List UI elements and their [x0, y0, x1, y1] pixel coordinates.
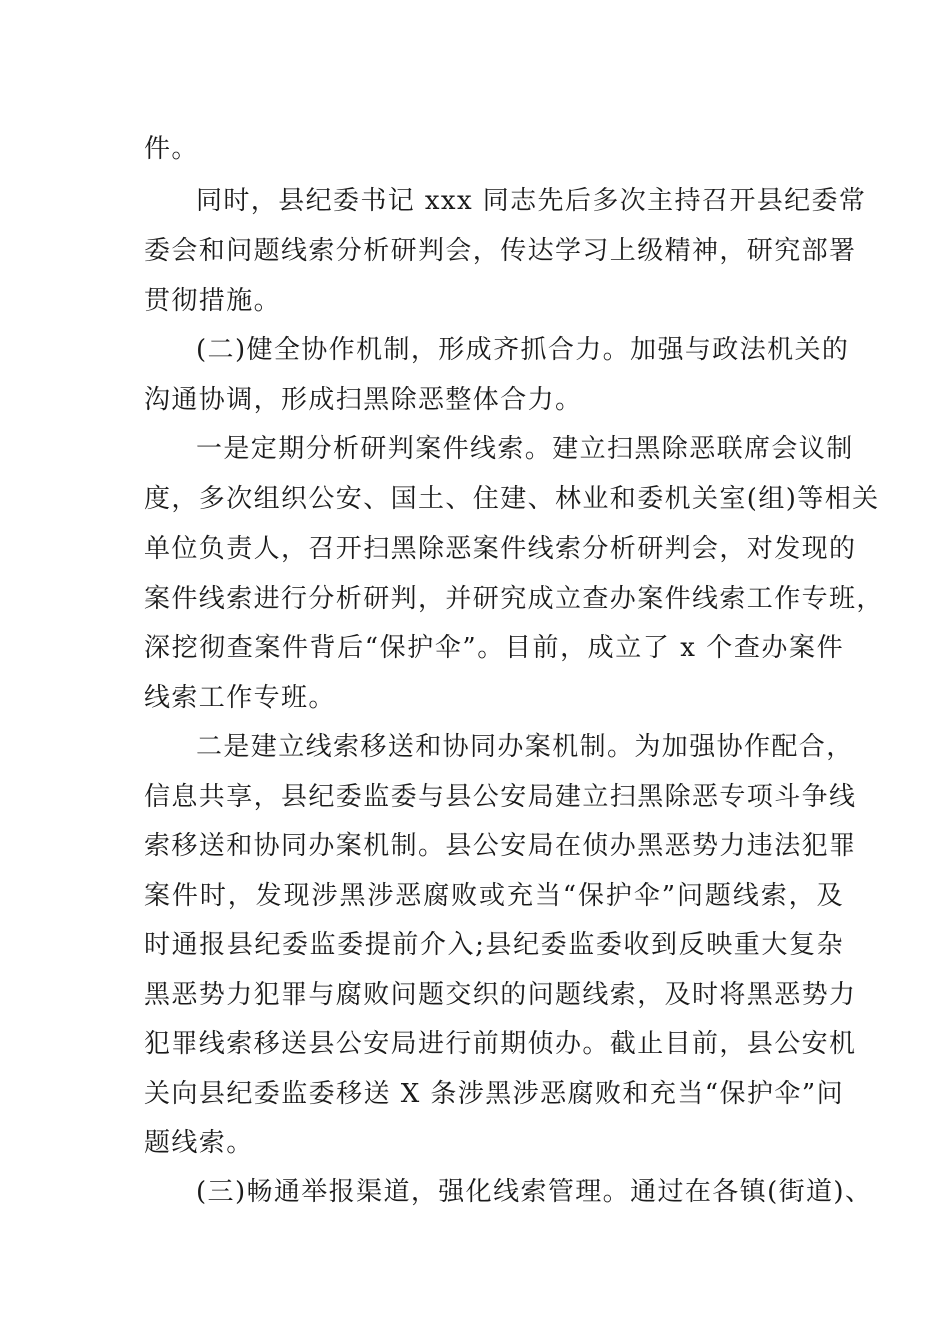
text-line: (二)健全协作机制，形成齐抓合力。加强与政法机关的 — [196, 335, 850, 365]
text-line: (三)畅通举报渠道，强化线索管理。通过在各镇(街道)、 — [196, 1177, 873, 1207]
text-line: 度，多次组织公安、国土、住建、林业和委机关室(组)等相关 — [144, 484, 880, 514]
text-line: 委会和问题线索分析研判会，传达学习上级精神，研究部署 — [144, 236, 857, 266]
text-line: 贯彻措施。 — [144, 286, 282, 316]
text-line: 单位负责人，召开扫黑除恶案件线索分析研判会，对发现的 — [144, 534, 857, 564]
text-line: 二是建立线索移送和协同办案机制。为加强协作配合， — [196, 732, 854, 762]
text-line: 索移送和协同办案机制。县公安局在侦办黑恶势力违法犯罪 — [144, 831, 857, 861]
text-line: 关向县纪委监委移送 X 条涉黑涉恶腐败和充当“保护伞”问 — [144, 1079, 844, 1109]
text-line: 案件时，发现涉黑涉恶腐败或充当“保护伞”问题线索，及 — [144, 881, 844, 911]
text-line: 犯罪线索移送县公安局进行前期侦办。截止目前，县公安机 — [144, 1029, 857, 1059]
text-line: 件。 — [144, 134, 199, 164]
text-line: 信息共享，县纪委监委与县公安局建立扫黑除恶专项斗争线 — [144, 782, 857, 812]
text-line: 黑恶势力犯罪与腐败问题交织的问题线索，及时将黑恶势力 — [144, 980, 857, 1010]
text-line: 一是定期分析研判案件线索。建立扫黑除恶联席会议制 — [196, 434, 854, 464]
text-line: 同时，县纪委书记 xxx 同志先后多次主持召开县纪委常 — [196, 186, 867, 216]
text-line: 线索工作专班。 — [144, 683, 336, 713]
text-line: 时通报县纪委监委提前介入;县纪委监委收到反映重大复杂 — [144, 930, 844, 960]
text-line: 题线索。 — [144, 1128, 254, 1158]
text-line: 深挖彻查案件背后“保护伞”。目前，成立了 x 个查办案件 — [144, 633, 844, 663]
text-line: 案件线索进行分析研判，并研究成立查办案件线索工作专班， — [144, 584, 884, 614]
text-line: 沟通协调，形成扫黑除恶整体合力。 — [144, 385, 583, 415]
